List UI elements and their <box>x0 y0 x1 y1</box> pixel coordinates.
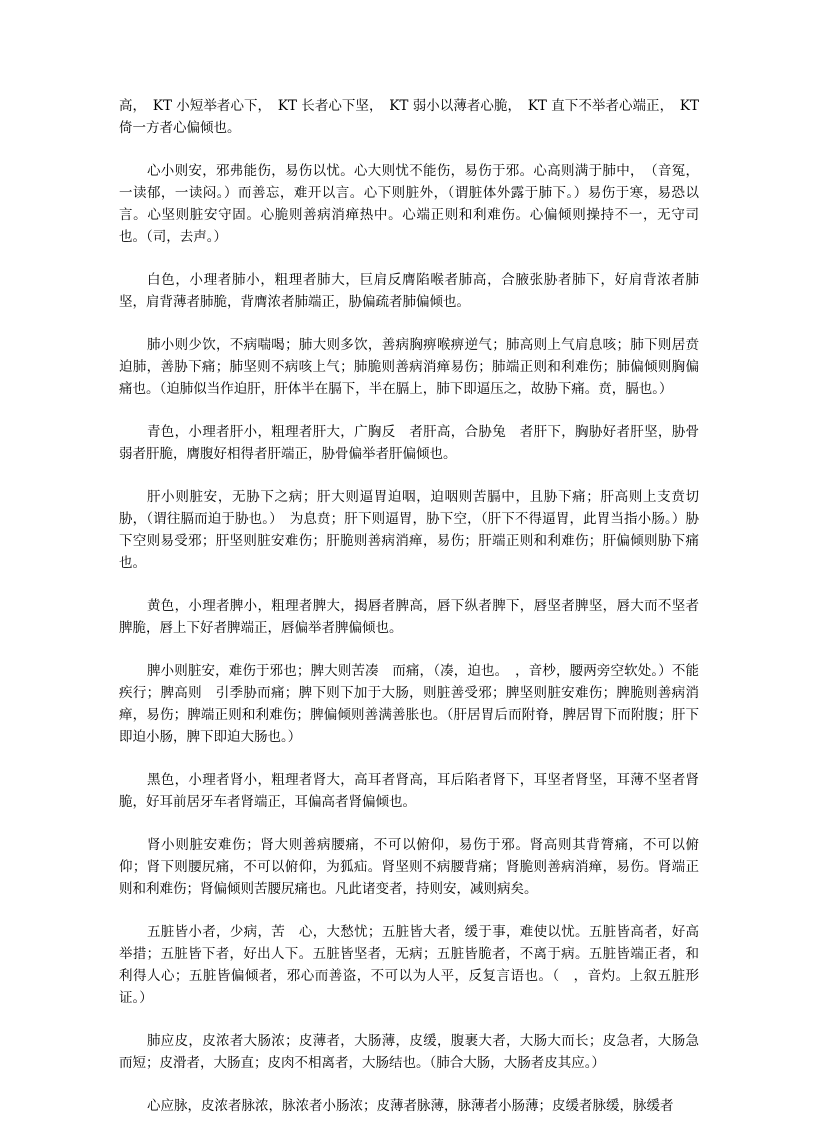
document-page <box>119 95 699 1138</box>
paragraph-8: 脾小则脏安，难伤于邪也；脾大则苦凑 而痛，（凑，迫也。 ，音杪，腰两旁空软处。）不能疾行；脾高则 引季胁而痛；脾下则下加于大肠，则脏善受邪；脾坚则脏安难伤；脾脆则善病消瘅，易伤；脾端正则和利难伤；脾偏倾则善满善胀也。（肝居胃后而附脊，脾居胃下而附腹；肝下即迫小肠，脾下即迫大肠也。） <box>119 663 699 745</box>
paragraph-3: 白色，小理者肺小，粗理者肺大，巨肩反膺陷喉者肺高，合腋张胁者肺下，好肩背浓者肺坚，肩背薄者肺脆，背膺浓者肺端正，胁偏疏者肺偏倾也。 <box>119 272 699 310</box>
paragraph-6: 肝小则脏安，无胁下之病；肝大则逼胃迫咽，迫咽则苦膈中，且胁下痛；肝高则上支贲切胁，（谓往膈而迫于胁也。） 为息贲；肝下则逼胃，胁下空，（肝下不得逼胃，此胃当指小肠。）胁下空则易受邪；肝坚则脏安难伤；肝脆则善病消瘅，易伤；肝端正则和利难伤；肝偏倾则胁下痛也。 <box>119 489 699 571</box>
paragraph-1: 高， KT 小短举者心下， KT 长者心下坚， KT 弱小以薄者心脆， KT 直下不举者心端正， KT 倚一方者心偏倾也。 <box>119 98 699 136</box>
paragraph-2: 心小则安，邪弗能伤，易伤以忧。心大则忧不能伤，易伤于邪。心高则满于肺中， （音冤，一读郁，一读闷。）而善忘，难开以言。心下则脏外，（谓脏体外露于肺下。）易伤于寒，易恐以言。心坚则脏安守固。心脆则善病消瘅热中。心端正则和利难伤。心偏倾则操持不一，无守司也。（司，去声。） <box>119 163 699 245</box>
paragraph-9: 黑色，小理者肾小，粗理者肾大，高耳者肾高，耳后陷者肾下，耳坚者肾坚，耳薄不坚者肾脆，好耳前居牙车者肾端正，耳偏高者肾偏倾也。 <box>119 772 699 810</box>
paragraph-4: 肺小则少饮，不病喘喝；肺大则多饮，善病胸痹喉痹逆气；肺高则上气肩息咳；肺下则居贲迫肺，善胁下痛；肺坚则不病咳上气；肺脆则善病消瘅易伤；肺端正则和利难伤；肺偏倾则胸偏痛也。（迫肺似当作迫肝，肝体半在膈下，半在膈上，肺下即逼压之，故胁下痛。贲，膈也。） <box>119 337 699 397</box>
paragraph-7: 黄色，小理者脾小，粗理者脾大，揭唇者脾高，唇下纵者脾下，唇坚者脾坚，唇大而不坚者脾脆，唇上下好者脾端正，唇偏举者脾偏倾也。 <box>119 598 699 636</box>
paragraph-10: 肾小则脏安难伤；肾大则善病腰痛，不可以俯仰，易伤于邪。肾高则其背膂痛，不可以俯仰；肾下则腰尻痛，不可以俯仰，为狐疝。肾坚则不病腰背痛；肾脆则善病消瘅，易伤。肾端正则和利难伤；肾偏倾则苦腰尻痛也。凡此诸变者，持则安，减则病矣。 <box>119 837 699 897</box>
paragraph-5: 青色，小理者肝小，粗理者肝大，广胸反 者肝高，合胁兔 者肝下，胸胁好者肝坚，胁骨弱者肝脆，膺腹好相得者肝端正，胁骨偏举者肝偏倾也。 <box>119 424 699 462</box>
paragraph-13: 心应脉，皮浓者脉浓，脉浓者小肠浓；皮薄者脉薄，脉薄者小肠薄；皮缓者脉缓，脉缓者 <box>147 1098 674 1114</box>
paragraph-12: 肺应皮，皮浓者大肠浓；皮薄者，大肠薄，皮缓，腹裹大者，大肠大而长；皮急者，大肠急而短；皮滑者，大肠直；皮肉不相离者，大肠结也。（肺合大肠，大肠者皮其应。） <box>119 1033 699 1071</box>
paragraph-11: 五脏皆小者，少病，苦 心，大愁忧；五脏皆大者，缓于事，难使以忧。五脏皆高者，好高举措；五脏皆下者，好出人下。五脏皆坚者，无病；五脏皆脆者，不离于病。五脏皆端正者，和利得人心；五脏皆偏倾者，邪心而善盗，不可以为人平，反复言语也。（ ，音灼。上叙五脏形证。） <box>119 924 699 1006</box>
